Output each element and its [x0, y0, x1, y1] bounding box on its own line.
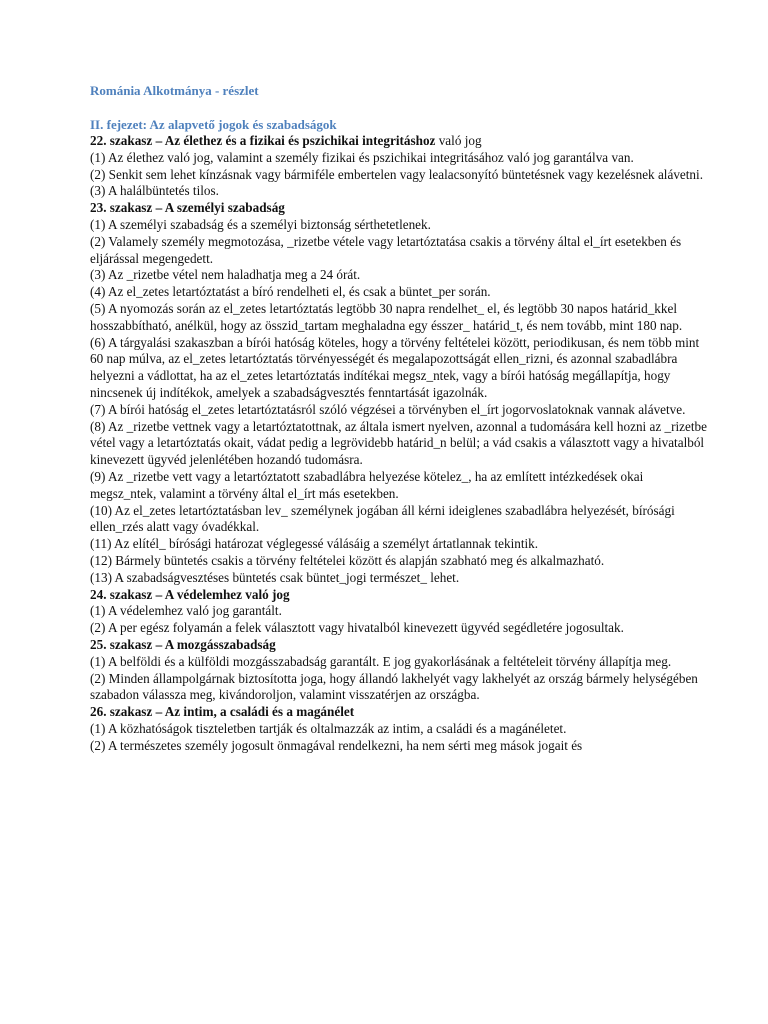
paragraph: (2) Valamely személy megmotozása, _rizetbe vétele vagy letartóztatása csakis a törvény által el_írt esetekben és eljárással megengedett.	[90, 233, 682, 266]
paragraph: (1) A belföldi és a külföldi mozgásszabadság garantált. E jog gyakorlásának a feltételeit törvény állapítja meg.	[90, 653, 672, 669]
paragraph: (1) A közhatóságok tiszteletben tartják és oltalmazzák az intim, a családi és a magánéletet.	[90, 720, 567, 736]
paragraph: (1) A személyi szabadság és a személyi biztonság sérthetetlenek.	[90, 216, 431, 232]
document-title: Románia Alkotmánya - részlet	[90, 83, 259, 98]
paragraph: (2) Senkit sem lehet kínzásnak vagy bármiféle embertelen vagy lealacsonyító büntetésnek vagy kezelésnek alávetni.	[90, 166, 703, 182]
paragraph: (2) A természetes személy jogosult önmagával rendelkezni, ha nem sérti meg mások jogait és	[90, 737, 583, 753]
section-25	[90, 637, 708, 704]
paragraph: (13) A szabadságvesztéses büntetés csak büntet_jogi természet_ lehet.	[90, 569, 460, 585]
paragraph: (7) A bírói hatóság el_zetes letartóztatásról szóló végzései a törvényben el_írt jogorvoslatoknak vannak alávetve.	[90, 401, 686, 417]
paragraph: (2) A per egész folyamán a felek választott vagy hivatalból kinevezett ügyvéd segédletére jogosultak.	[90, 620, 624, 636]
section-heading: 23. szakasz – A személyi szabadság	[90, 200, 285, 216]
paragraph: (4) Az el_zetes letartóztatást a bíró rendelheti el, és csak a büntet_per során.	[90, 284, 491, 300]
paragraph: (9) Az _rizetbe vett vagy a letartóztatott szabadlábra helyezése kötelez_, ha az említett intézkedések okai megsz_ntek, valamint a törvény által el_írt más esetekben.	[90, 468, 644, 501]
chapter-title: II. fejezet: Az alapvető jogok és szabadságok	[90, 117, 337, 132]
paragraph: (6) A tárgyalási szakaszban a bírói hatóság köteles, hogy a törvény feltételei között, periodikusan, és nem több mint 60 nap múlva, az el_zetes letartóztatás törvényességét és megalapozottságát ellen_rizni, és azonnal szabadlábra helyezni a vádlottat, ha az el_zetes letartóztatás indítékai megsz_ntek, vagy a bírói hatóság megállapítja, hogy nincsenek új indítékok, amelyek a szabadságvesztés fenntartását igazolnák.	[90, 334, 700, 400]
paragraph: (11) Az elítél_ bírósági határozat véglegessé válásáig a személyt ártatlannak tekintik.	[90, 536, 539, 552]
section-23	[90, 200, 708, 586]
paragraph: (3) Az _rizetbe vétel nem haladhatja meg a 24 órát.	[90, 267, 361, 283]
section-22	[90, 133, 708, 200]
section-heading-text: 22. szakasz – Az élethez és a fizikai és pszichikai integritáshoz	[90, 133, 436, 148]
paragraph: (12) Bármely büntetés csakis a törvény feltételei között és alapján szabható meg és alkalmazható.	[90, 552, 605, 568]
section-26	[90, 704, 708, 754]
paragraph: (10) Az el_zetes letartóztatásban lev_ személynek jogában áll kérni ideiglenes szabadlábra helyezését, bírósági ellen_rzés alatt vagy óvadékkal.	[90, 502, 675, 535]
paragraph: (8) Az _rizetbe vettnek vagy a letartóztatottnak, az általa ismert nyelven, azonnal a tudomására kell hozni az _rizetbe vétel vagy a letartóztatás okait, vádat pedig a legrövidebb határid_n belül; a vád csakis a választott vagy a hivatalból kinevezett ügyvéd jelenlétében hozandó tudomásra.	[90, 418, 707, 468]
section-heading: 26. szakasz – Az intim, a családi és a magánélet	[90, 704, 355, 720]
section-heading: 25. szakasz – A mozgásszabadság	[90, 636, 276, 652]
section-heading	[90, 133, 708, 150]
paragraph: (2) Minden állampolgárnak biztosította joga, hogy állandó lakhelyét vagy lakhelyét az ország bármely helységében szabadon válassza meg, kivándoroljon, valamint visszatérjen az országba.	[90, 670, 698, 703]
section-heading-suffix: való jog	[435, 133, 482, 148]
paragraph: (1) A védelemhez való jog garantált.	[90, 603, 282, 619]
paragraph: (3) A halálbüntetés tilos.	[90, 183, 219, 199]
paragraph: (1) Az élethez való jog, valamint a személy fizikai és pszichikai integritásához való jog garantálva van.	[90, 149, 634, 165]
section-24	[90, 587, 708, 637]
paragraph: (5) A nyomozás során az el_zetes letartóztatás legtöbb 30 napra rendelhet_ el, és legtöbb 30 napos határid_kkel hosszabbítható, anélkül, hogy az összid_tartam meghaladna egy ésszer_ határid_t, és nem tovább, mint 180 nap.	[90, 300, 683, 333]
section-heading: 24. szakasz – A védelemhez való jog	[90, 586, 290, 602]
